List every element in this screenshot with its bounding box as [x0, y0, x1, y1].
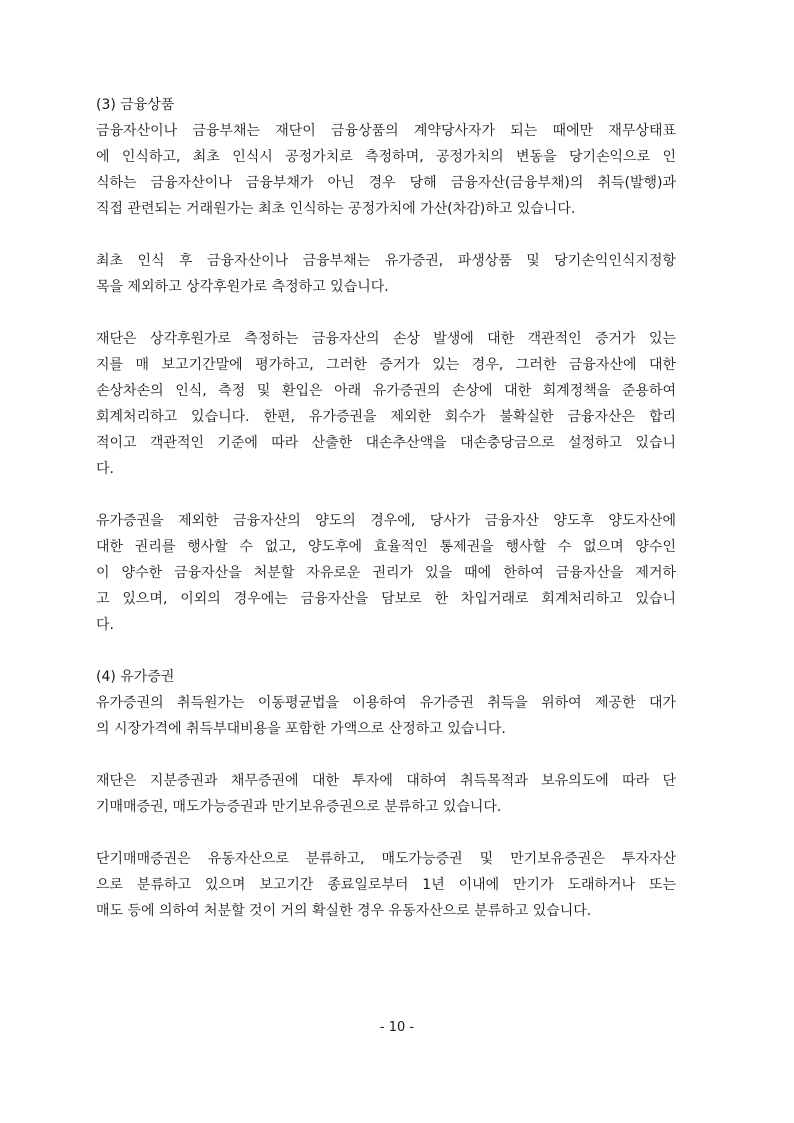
paragraph-derecognition	[96, 508, 676, 638]
paragraph-recognition	[96, 118, 676, 222]
paragraph-subsequent-measurement	[96, 248, 676, 300]
page-number: - 10 -	[379, 1020, 415, 1035]
paragraph-current-assets	[96, 846, 676, 924]
text-line: 고 있으며, 이외의 경우에는 금융자산을 담보로 한 차입거래로 회계처리하고 있습니	[96, 591, 676, 607]
text-line: 직접 관련되는 거래원가는 최초 인식하는 공정가치에 가산(차감)하고 있습니다.	[96, 201, 576, 217]
text-line: 손상차손의 인식, 측정 및 환입은 아래 유가증권의 손상에 대한 회계정책을 준용하여	[96, 383, 676, 399]
paragraph-gap	[96, 820, 676, 846]
text-line: 으로 분류하고 있으며 보고기간 종료일로부터 1년 이내에 만기가 도래하거나 또는	[96, 877, 676, 893]
text-line: 다.	[96, 617, 114, 633]
text-line: 재단은 상각후원가로 측정하는 금융자산의 손상 발생에 대한 객관적인 증거가 있는	[96, 331, 676, 347]
document-page	[96, 92, 676, 924]
text-line: 기매매증권, 매도가능증권과 만기보유증권으로 분류하고 있습니다.	[96, 799, 502, 815]
paragraph-gap	[96, 638, 676, 664]
text-line: 이 양수한 금융자산을 처분할 자유로운 권리가 있을 때에 한하여 금융자산을 제거하	[96, 565, 676, 581]
text-line: 적이고 객관적인 기준에 따라 산출한 대손추산액을 대손충당금으로 설정하고 있습니	[96, 435, 676, 451]
text-line: 유가증권의 취득원가는 이동평균법을 이용하여 유가증권 취득을 위하여 제공한 대가	[96, 695, 676, 711]
text-line: 금융자산이나 금융부채는 재단이 금융상품의 계약당사자가 되는 때에만 재무상태표	[96, 123, 676, 139]
paragraph-gap	[96, 742, 676, 768]
paragraph-gap	[96, 300, 676, 326]
text-line: 대한 권리를 행사할 수 없고, 양도후에 효율적인 통제권을 행사할 수 없으며 양수인	[96, 539, 676, 555]
paragraph-acquisition-cost	[96, 690, 676, 742]
paragraph-gap	[96, 222, 676, 248]
text-line: 목을 제외하고 상각후원가로 측정하고 있습니다.	[96, 279, 389, 295]
text-line: 에 인식하고, 최초 인식시 공정가치로 측정하며, 공정가치의 변동을 당기손익으로 인	[96, 149, 676, 165]
text-line: 매도 등에 의하여 처분할 것이 거의 확실한 경우 유동자산으로 분류하고 있습니다.	[96, 903, 592, 919]
text-line: 최초 인식 후 금융자산이나 금융부채는 유가증권, 파생상품 및 당기손익인식지정항	[96, 253, 676, 269]
text-line: 재단은 지분증권과 채무증권에 대한 투자에 대하여 취득목적과 보유의도에 따라 단	[96, 773, 676, 789]
section-heading-financial-instruments: (3) 금융상품	[96, 97, 175, 113]
text-line: 유가증권을 제외한 금융자산의 양도의 경우에, 당사가 금융자산 양도후 양도자산에	[96, 513, 676, 529]
text-line: 의 시장가격에 취득부대비용을 포함한 가액으로 산정하고 있습니다.	[96, 721, 506, 737]
text-line: 다.	[96, 461, 114, 477]
text-line: 식하는 금융자산이나 금융부채가 아닌 경우 당해 금융자산(금융부채)의 취득(발행)과	[96, 175, 676, 191]
section-heading-securities: (4) 유가증권	[96, 669, 175, 685]
text-line: 지를 매 보고기간말에 평가하고, 그러한 증거가 있는 경우, 그러한 금융자산에 대한	[96, 357, 676, 373]
text-line: 회계처리하고 있습니다. 한편, 유가증권을 제외한 회수가 불확실한 금융자산은 합리	[96, 409, 676, 425]
paragraph-gap	[96, 482, 676, 508]
paragraph-classification	[96, 768, 676, 820]
paragraph-impairment	[96, 326, 676, 482]
text-line: 단기매매증권은 유동자산으로 분류하고, 매도가능증권 및 만기보유증권은 투자자산	[96, 851, 676, 867]
